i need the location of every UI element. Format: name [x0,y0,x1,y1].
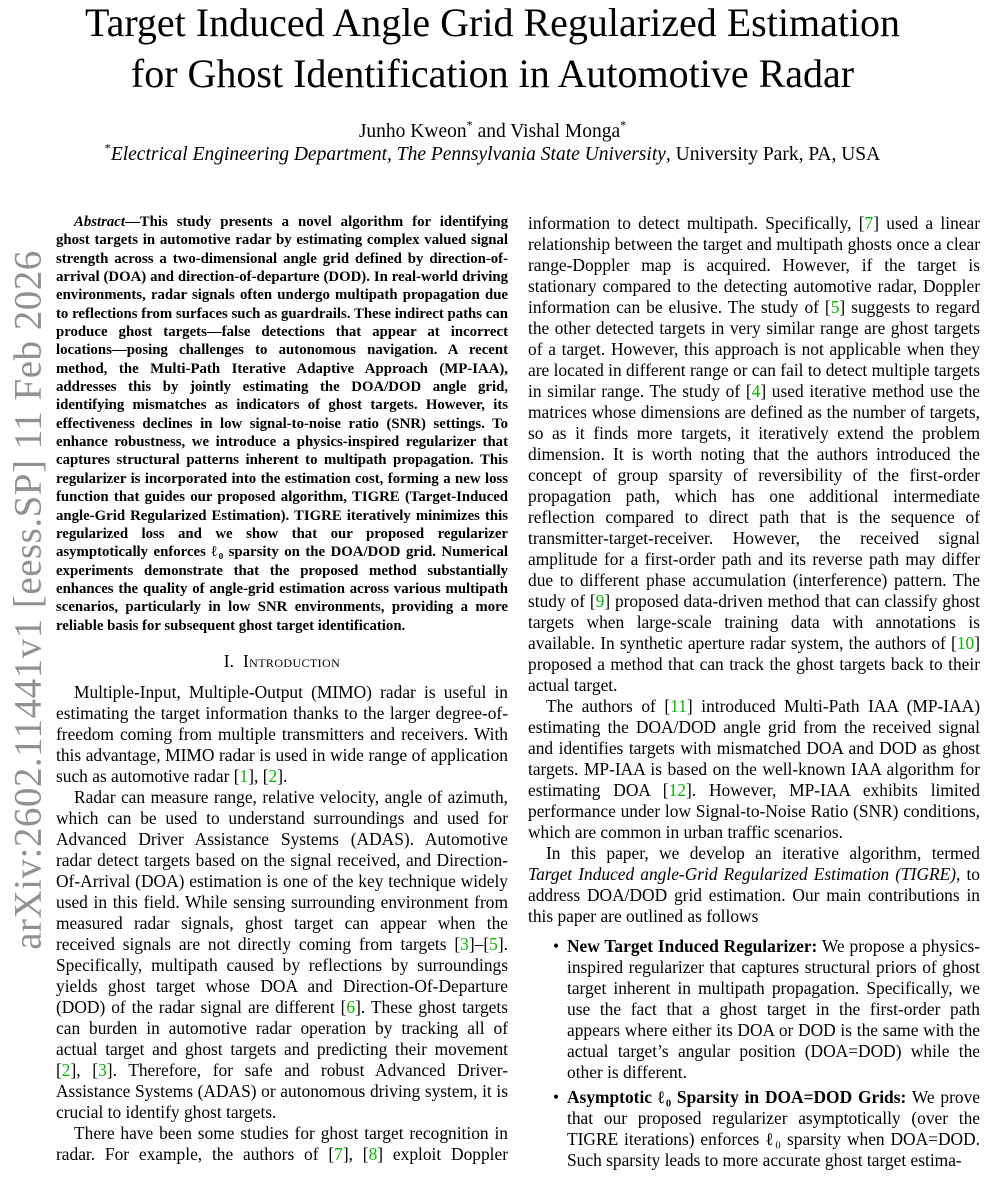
citation-link[interactable]: 5 [830,297,840,317]
text-run: Radar can measure range, relative velocity, angle of azimuth, which can be used to understand surroundings and used for Advanced Driver Assistance Systems (ADAS). Automotive radar detect targets based on the signal received, and Direction-Of-Arrival (DOA) estimation is one of the key technique widely used in this field. While sensing surrounding environment from measured radar signals, ghost target can appear when the received signals are not directly coming from targets [56,786,508,954]
section-number: I. [223,650,234,671]
citation-link[interactable]: 9 [595,591,605,611]
text-run: We propose a physics-inspired regularizer that captures structural priors of ghost target inherent in multipath propagation. Specifically, we use the fact that a ghost target in the first-order path appears where either its DOA or DOD is the same with the actual target’s angular position (DOA=DOD) while the other is different. [567,936,980,1082]
citation-link[interactable]: 2 [268,765,278,786]
section-title: Introduction [242,650,341,671]
right-column [528,213,980,1200]
citation-link[interactable]: 12 [668,780,686,800]
text-run: , [76,1059,93,1080]
text-run: —This study presents a novel algorithm for identifying ghost targets in automotive radar by estimating complex valued signal strength across a two-dimensional angle grid defined by direction-of-arrival (DOA) and direction-of-departure (DOD). In real-world driving environments, radar signals often undergo multipath propagation due to reflections from surfaces such as guardrails. These indirect paths can produce ghost targets—false detections that appear at incorrect locations—posing challenges to autonomous navigation. A recent method, the Multi-Path Iterative Adaptive Approach (MP-IAA), addresses this by jointly estimating the DOA/DOD angle grid, identifying mismatches as indicators of ghost targets. However, its effectiveness declines in low signal-to-noise ratio (SNR) settings. To enhance robustness, we introduce a physics-inspired regularizer that captures structural patterns inherent to multipath propagation. This regularizer is incorporated into the estimation cost, forming a new loss function that guides our proposed algorithm, TIGRE (Target-Induced angle-Grid Regularized Estimation). TIGRE iteratively minimizes this regularized loss and we show that our proposed regularizer asymptotically enforces [56,214,508,561]
text-run: . Specifically, multipath caused by reflections by surroundings yields ghost target whose DOA and Direction-Of-Departure (DOD) of the radar signal are different [56,933,508,1017]
text-run: * [620,118,627,133]
paper-title-line-2: for Ghost Identification in Automotive Radar [130,51,855,96]
citation-link[interactable]: 1 [239,765,249,786]
citation-link[interactable]: 11 [670,696,687,716]
citation-link[interactable]: 3 [98,1059,107,1080]
citation-link[interactable]: 2 [61,1059,71,1080]
text-run: . However, MP-IAA exhibits limited performance under low Signal-to-Noise Ratio (SNR) conditions, which are common in urban traffic scenarios. [528,780,980,842]
text-run: sparsity when DOA=DOD. Such sparsity leads to more accurate ghost target estima- [567,1129,980,1170]
text-run: In this paper, we develop an iterative algorithm, termed [546,843,980,863]
text-run: . These ghost targets can burden in automotive radar operation by tracking all of actual target and ghost targets and predicting their movement [56,996,508,1059]
text-run: We prove that our proposed regularizer asymptotically (over the TIGRE iterations) enforces [567,1087,980,1149]
text-run: . [283,765,288,786]
text-run: sparsity on the DOA/DOD grid. Numerical experiments demonstrate that the proposed method substantially enhances the quality of angle-grid estimation across various multipath scenarios, particularly in low SNR environments, providing a more reliable basis for subsequent ghost target identification. [56,544,508,634]
text-run: information to detect multipath. Specifically, [528,213,859,233]
intro-paragraph-4: The authors of [11] introduced Multi-Path IAA (MP-IAA) estimating the DOA/DOD angle grid from the received signal and identifies targets with mismatched DOA and DOD as ghost targets. MP-IAA is based on the well-known IAA algorithm for estimating DOA [12]. However, MP-IAA exhibits limited performance under low Signal-to-Noise Ratio (SNR) conditions, which are common in urban traffic scenarios. [528,696,980,842]
section-heading-introduction [56,651,508,672]
text-run: Multiple-Input, Multiple-Output (MIMO) radar is useful in estimating the target information thanks to the larger degree-of-freedom coming from multiple transmitters and receivers. With this advantage, MIMO radar is used in wide range of application such as automotive radar [56,681,508,786]
contributions-list [528,936,980,1171]
text-run: New Target Induced Regularizer: [567,936,818,956]
text-run: . Therefore, for safe and robust Advanced Driver-Assistance Systems (ADAS) or autonomous driving system, it is crucial to identify ghost targets. [56,1059,508,1122]
text-run: proposed a method that can track the ghost targets back to their actual target. [528,654,980,695]
text-run: suggests to regard the other detected targets in very similar range are ghost targets of a target. However, this approach is not applicable when they are located in different range or can fail to detect multiple targets in similar range. The study of [528,297,980,401]
text-run: Target Induced angle-Grid Regularized Estimation (TIGRE), [528,864,961,884]
text-run: – [474,933,484,954]
intro-paragraph-3: There have been some studies for ghost target recognition in radar. For example, the authors of [7], [8] exploit Doppler [56,1122,508,1164]
text-run: Asymptotic ℓ₀ Sparsity in DOA=DOD Grids: [567,1087,907,1107]
text-run: used a linear relationship between the target and multipath ghosts once a clear range-Doppler map is acquired. However, if the target is stationary compared to the detecting automotive radar, Doppler information can be elusive. The study of [528,213,980,317]
citation-link[interactable]: 5 [489,933,498,954]
citation-link[interactable]: 7 [864,213,874,233]
text-run: Junho Kweon [358,121,467,142]
contribution-item-sparsity [567,1087,980,1171]
text-run: exploit Doppler [383,1143,508,1164]
text-run: The authors of [546,696,665,716]
text-run: to address DOA/DOD grid estimation. Our main contributions in this paper are outlined as follows [528,864,980,926]
text-run: used iterative method use the matrices whose dimensions are defined as the number of targets, so as it finds more targets, it iteratively extend the problem dimension. It is worth noting that the authors introduced the concept of group sparsity of reversibility of the first-order propagation path, which has one additional intermediate reflection compared to direct path that is the sequence of transmitter-target-receiver. However, the received signal amplitude for a first-order path and its reverse path may differ due to different phase accumulation (interference) pattern. The study of [528,381,980,611]
authors-line [0,120,985,144]
contribution-item-regularizer [567,936,980,1083]
text-run: introduced Multi-Path IAA (MP-IAA) estimating the DOA/DOD angle grid from the received signal and identifies targets with mismatched DOA and DOD as ghost targets. MP-IAA is based on the well-known IAA algorithm for estimating DOA [528,696,980,800]
text-run: and Vishal Monga [472,121,621,142]
text-run: proposed data-driven method that can classify ghost targets when large-scale training data with annotations is available. In synthetic aperture radar system, the authors of [528,591,980,653]
text-run: * [104,141,111,156]
text-run: Abstract [74,214,125,230]
intro-paragraph-5 [528,843,980,927]
paper-title-line-1: Target Induced Angle Grid Regularized Estimation [84,0,901,45]
citation-link[interactable]: 8 [368,1143,378,1164]
citation-link[interactable]: 3 [460,933,469,954]
text-run: , University Park, PA, USA [665,144,881,165]
text-run: * [466,118,473,133]
intro-paragraph-2: Radar can measure range, relative velocity, angle of azimuth, which can be used to understand surroundings and used for Advanced Driver Assistance Systems (ADAS). Automotive radar detect targets based on the signal received, and Direction-Of-Arrival (DOA) estimation is one of the key technique widely used in this field. While sensing surrounding environment from measured radar signals, ghost target can appear when the received signals are not directly coming from targets [3]–[5]. Specifically, multipath caused by reflections by surroundings yields ghost target whose DOA and Direction-Of-Departure (DOD) of the radar signal are different [6]. These ghost targets can burden in automotive radar operation by tracking all of actual target and ghost targets and predicting their movement [2], [3]. Therefore, for safe and robust Advanced Driver-Assistance Systems (ADAS) or autonomous driving system, it is crucial to identify ghost targets. [56,786,508,1122]
text-run: There have been some studies for ghost target recognition in radar. For example, the authors of [56,1122,508,1164]
text-run: , [254,765,263,786]
citation-link[interactable]: 6 [346,996,356,1017]
citation-link[interactable]: 10 [956,633,975,653]
intro-paragraph-3-continued: information to detect multipath. Specifically, [7] used a linear relationship between the target and multipath ghosts once a clear range-Doppler map is acquired. However, if the target is stationary compared to the detecting automotive radar, Doppler information can be elusive. The study of [5] suggests to regard the other detected targets in very similar range are ghost targets of a target. However, this approach is not applicable when they are located in different range or can fail to detect multiple targets in similar range. The study of [4] used iterative method use the matrices whose dimensions are defined as the number of targets, so as it finds more targets, it iteratively extend the problem dimension. It is worth noting that the authors introduced the concept of group sparsity of reversibility of the first-order propagation path, which has one additional intermediate reflection compared to direct path that is the sequence of transmitter-target-receiver. However, the received signal amplitude for a first-order path and its reverse path may differ due to different phase accumulation (interference) pattern. The study of [9] proposed data-driven method that can classify ghost targets when large-scale training data with annotations is available. In synthetic aperture radar system, the authors of [10] proposed a method that can track the ghost targets back to their actual target. [528,213,980,695]
citation-link[interactable]: 7 [334,1143,343,1164]
citation-link[interactable]: 4 [751,381,761,401]
paper-title [0,0,985,99]
text-run: ℓ₀ [765,1129,782,1149]
text-run: Electrical Engineering Department, The Pennsylvania State University [110,144,666,165]
text-run: , [348,1143,363,1164]
intro-paragraph-1: Multiple-Input, Multiple-Output (MIMO) radar is useful in estimating the target information thanks to the larger degree-of-freedom coming from multiple transmitters and receivers. With this advantage, MIMO radar is used in wide range of application such as automotive radar [1], [2]. [56,681,508,786]
left-column [56,213,508,1200]
text-run: ℓ₀ [211,544,224,561]
abstract-paragraph [56,213,508,635]
affiliation-line [0,143,985,167]
arxiv-watermark: arXiv:2602.11441v1 [eess.SP] 11 Feb 2026 [6,250,50,950]
